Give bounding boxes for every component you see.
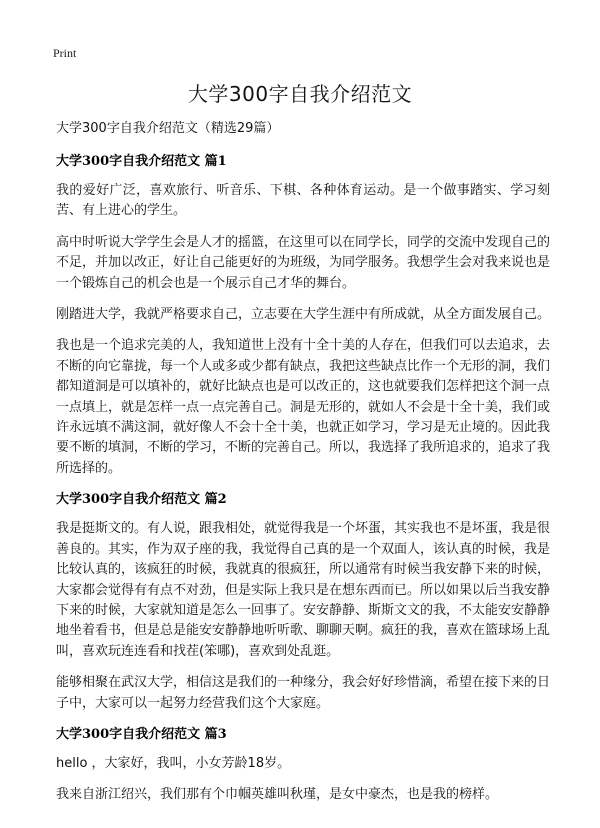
section-heading: 大学300字自我介绍范文 篇1 — [56, 154, 227, 169]
paragraph: 我的爱好广泛，喜欢旅行、听音乐、下棋、各种体育运动。是一个做事踏实、学习刻苦、有上进心的学生。 — [56, 183, 550, 219]
essay-section-2 — [56, 490, 550, 714]
document-body — [56, 119, 550, 817]
essay-section-1 — [56, 152, 550, 479]
paragraph: hello ，大家好，我叫，小女芳龄18岁。 — [56, 755, 291, 771]
paragraph: 能够相聚在武汉大学，相信这是我们的一种缘分，我会好好珍惜滴，希望在接下来的日子中，大家可以一起努力经营我们这个大家庭。 — [56, 675, 551, 711]
document-subtitle: 大学300字自我介绍范文（精选29篇） — [56, 121, 280, 136]
section-heading: 大学300字自我介绍范文 篇3 — [56, 726, 227, 742]
print-link[interactable]: Print — [53, 46, 77, 60]
paragraph: 高中时听说大学学生会是人才的摇篮，在这里可以在同学长，同学的交流中发现自己的不足，并加以改正，好让自己能更好的为班级，为同学服务。我想学生会对我来说也是一个锻炼自己的机会也是一个展示自己才华的舞台。 — [56, 234, 551, 291]
paragraph: 我也是一个追求完美的人，我知道世上没有十全十美的人存在，但我们可以去追求，去不断的向它靠拢，每一个人或多或少都有缺点，我把这些缺点比作一个无形的洞，我们都知道洞是可以填补的，就好比缺点也是可以改正的，这也就要我们怎样把这个洞一点一点填上，就是怎样一点一点完善自己。洞是无形的，就如人不会是十全十美，我们或许永远填不满这洞，就好像人不会十全十美，也就正如学习，学习是无止境的。因此我要不断的填洞，不断的学习，不断的完善自己。所以，我选择了我所追求的，追求了我所选择的。 — [56, 338, 551, 476]
paragraph: 刚踏进大学，我就严格要求自己，立志要在大学生涯中有所成就，从全方面发展自己。 — [56, 307, 551, 323]
paragraph: 我是挺斯文的。有人说，跟我相处，就觉得我是一个坏蛋，其实我也不是坏蛋，我是很善良的。其实，作为双子座的我，我觉得自己真的是一个双面人，该认真的时候，我是比较认真的，该疯狂的时候，我就真的很疯狂，所以通常有时候当我安静下来的时候，大家都会觉得有有点不对劲，但是实际上我只是在想东西而已。所以如果以后当我安静下来的时候，大家就知道是怎么一回事了。安安静静、斯斯文文的我，不太能安安静静地坐着看书，但是总是能安安静静地听听歌、聊聊天啊。疯狂的我，喜欢在篮球场上乱叫，喜欢玩连连看和找茬(笨哪)，喜欢到处乱逛。 — [56, 521, 551, 659]
paragraph: 我来自浙江绍兴，我们那有个巾帼英雄叫秋瑾，是女中豪杰，也是我的榜样。 — [56, 787, 499, 803]
essay-section-3 — [56, 725, 550, 806]
page-title: 大学300字自我介绍范文 — [187, 82, 413, 106]
section-heading: 大学300字自我介绍范文 篇2 — [56, 492, 227, 508]
